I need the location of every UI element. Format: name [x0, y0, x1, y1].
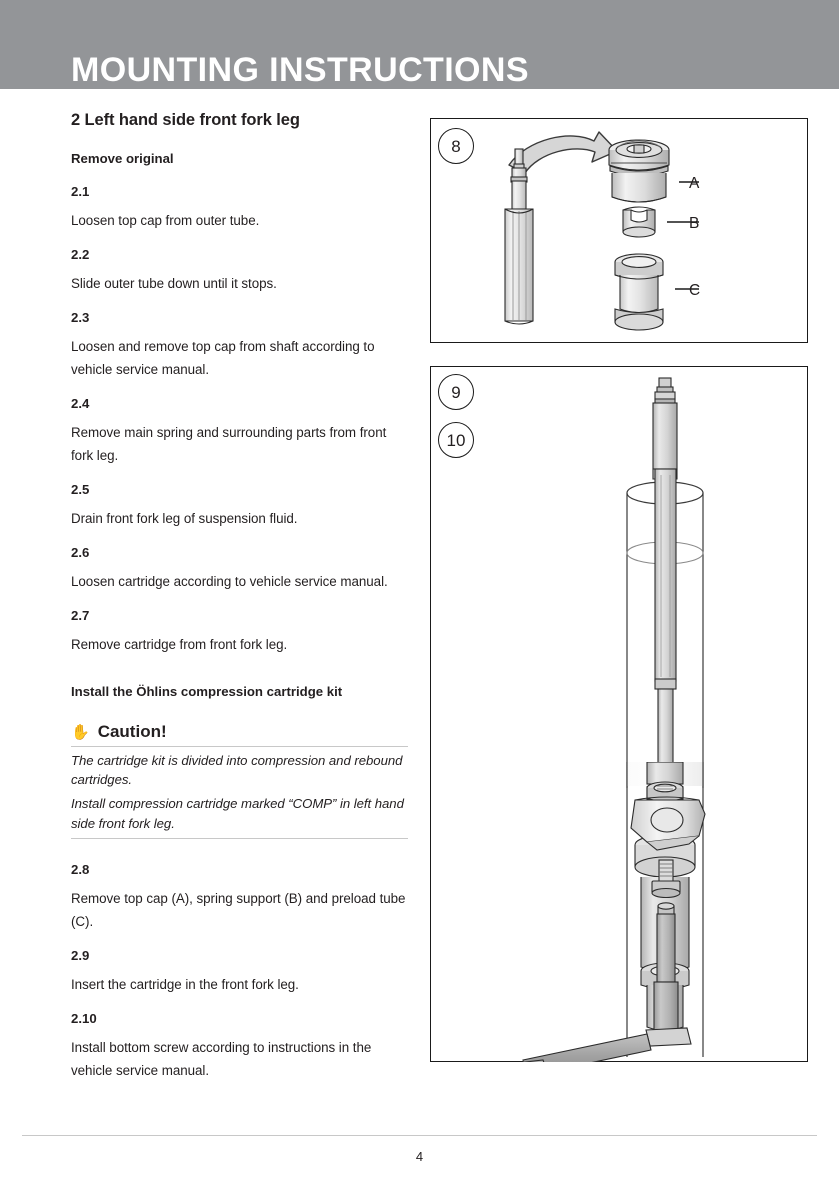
figure-number-badge-10: 10 [438, 422, 474, 458]
page-number: 4 [415, 1149, 424, 1164]
step-text: Drain front fork leg of suspension fluid. [71, 511, 298, 526]
step-2-7 [71, 608, 411, 656]
step-2-3 [71, 310, 411, 381]
step-number: 2.10 [71, 1010, 97, 1026]
raised-hand-icon: ✋ [71, 724, 90, 741]
step-2-2 [71, 247, 411, 295]
caution-block [71, 722, 408, 839]
step-text: Loosen and remove top cap from shaft according to vehicle service manual. [71, 339, 375, 377]
remove-original-heading: Remove original [71, 151, 174, 166]
step-text: Loosen top cap from outer tube. [71, 213, 260, 228]
figure-8-illustration [431, 119, 807, 341]
step-2-9 [71, 948, 411, 996]
callout-label-a: A [689, 175, 700, 192]
curved-arrow-right-icon [509, 132, 617, 173]
install-kit-heading: Install the Öhlins compression cartridge kit [71, 684, 343, 699]
instructions-column [71, 110, 411, 1097]
step-number: 2.4 [71, 396, 90, 411]
step-text: Slide outer tube down until it stops. [71, 276, 277, 291]
part-a-top-cap-illustration [609, 140, 669, 202]
bottom-screw-illustration [652, 860, 680, 898]
cartridge-shaft-illustration [505, 149, 533, 324]
figure-number-badge: 8 [438, 128, 474, 164]
figure-number-badge-9: 9 [438, 374, 474, 410]
caution-text-2: Install compression cartridge marked “COMP” in left hand side front fork leg. [71, 796, 404, 831]
step-number: 2.6 [71, 545, 90, 560]
socket-extension-illustration [654, 903, 678, 1034]
step-text: Loosen cartridge according to vehicle service manual. [71, 574, 388, 589]
torque-wrench-illustration [464, 1028, 691, 1062]
step-2-4 [71, 396, 411, 467]
callout-label-c: C [689, 282, 701, 299]
step-2-5 [71, 482, 411, 530]
step-number: 2.3 [71, 310, 90, 325]
callout-label-b: B [689, 215, 700, 232]
step-2-8 [71, 862, 411, 933]
step-number: 2.9 [71, 947, 90, 963]
step-number: 2.8 [71, 861, 90, 877]
figure-9-10-frame [430, 366, 808, 1062]
step-2-10 [71, 1011, 411, 1082]
step-number: 2.7 [71, 608, 90, 623]
page-header-band [0, 0, 839, 89]
part-c-preload-tube-illustration [615, 254, 663, 330]
part-b-spring-support-illustration [623, 207, 655, 237]
figure-8-frame [430, 118, 808, 343]
step-text: Remove cartridge from front fork leg. [71, 637, 288, 652]
caution-heading [71, 722, 408, 746]
bottom-screw-tooling-illustration [431, 762, 807, 1062]
caution-title: Caution! [97, 722, 167, 741]
caution-rule-bottom [71, 838, 408, 839]
footer-divider [22, 1135, 817, 1136]
step-number: 2.5 [71, 482, 90, 497]
step-number: 2.1 [71, 184, 90, 199]
step-text: Insert the cartridge in the front fork leg. [71, 976, 299, 992]
page-title: MOUNTING INSTRUCTIONS [71, 51, 529, 89]
step-2-1 [71, 184, 411, 232]
step-text: Remove main spring and surrounding parts from front fork leg. [71, 425, 387, 463]
section-title: 2 Left hand side front fork leg [71, 111, 300, 129]
step-text: Remove top cap (A), spring support (B) and preload tube (C). [71, 890, 406, 929]
step-2-6 [71, 545, 411, 593]
step-number: 2.2 [71, 247, 90, 262]
caution-text-1: The cartridge kit is divided into compression and rebound cartridges. [71, 753, 403, 788]
step-text: Install bottom screw according to instructions in the vehicle service manual. [71, 1039, 372, 1078]
